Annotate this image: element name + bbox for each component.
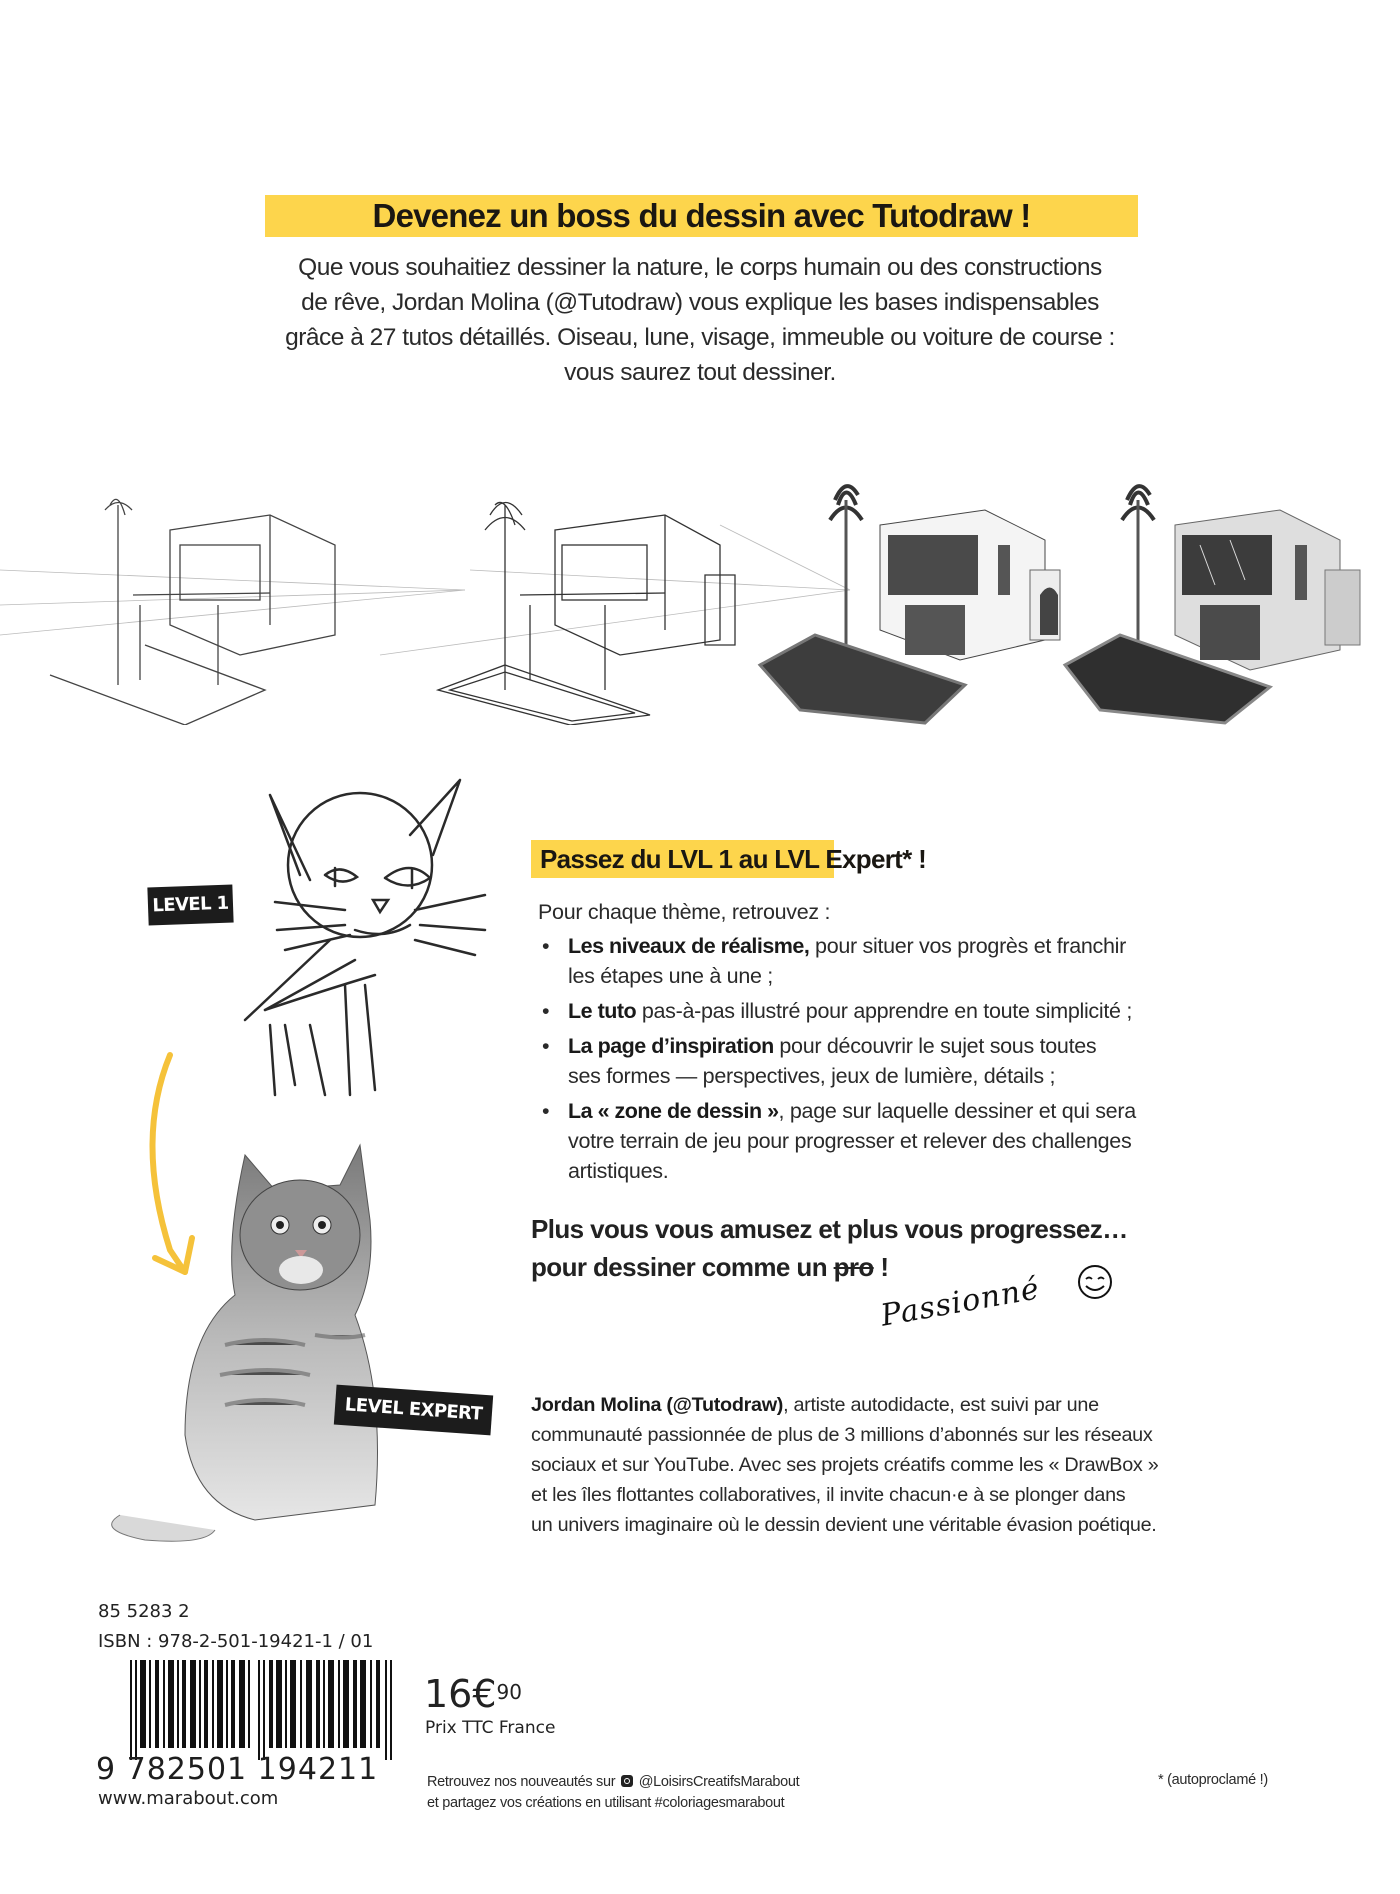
feature-item <box>538 931 1318 991</box>
feature-text: les étapes une à une ; <box>568 964 773 988</box>
feature-text: artistiques. <box>568 1159 669 1183</box>
website-link[interactable]: www.marabout.com <box>98 1788 279 1809</box>
footer-line1 <box>427 1772 799 1793</box>
price <box>424 1672 522 1716</box>
price-cents: 90 <box>496 1680 522 1704</box>
features-heading: Passez du LVL 1 au LVL Expert* ! <box>531 840 834 878</box>
intro-line: Que vous souhaitiez dessiner la nature, le corps humain ou des constructions <box>298 254 1102 281</box>
level1-cat-drawing <box>185 760 505 1100</box>
instagram-icon <box>621 1775 633 1787</box>
tagline-line2 <box>531 1248 1331 1286</box>
bullet: • <box>542 1034 550 1058</box>
footer-line2: et partagez vos créations en utilisant #coloriagesmarabout <box>427 1795 785 1811</box>
bio-line: sociaux et sur YouTube. Avec ses projets créatifs comme les « DrawBox » <box>531 1454 1159 1476</box>
feature-text: pour situer vos progrès et franchir <box>809 934 1126 958</box>
footnote: * (autoproclamé !) <box>1158 1772 1268 1788</box>
level-expert-tag: LEVEL EXPERT <box>334 1385 493 1436</box>
bio-line <box>531 1390 1331 1420</box>
intro-line: de rêve, Jordan Molina (@Tutodraw) vous explique les bases indispensables <box>301 289 1099 316</box>
handwritten-correction: Passionné <box>878 1271 1043 1334</box>
tagline-suffix: ! <box>873 1252 889 1282</box>
tagline <box>531 1210 1331 1286</box>
house-progression-illustration <box>0 475 1400 725</box>
barcode <box>130 1660 395 1760</box>
features-intro: Pour chaque thème, retrouvez : <box>538 900 831 924</box>
feature-text: , page sur laquelle dessiner et qui sera <box>778 1099 1136 1123</box>
author-bio <box>531 1390 1331 1540</box>
feature-item <box>538 996 1318 1026</box>
feature-text: pour découvrir le sujet sous toutes <box>773 1034 1097 1058</box>
feature-text: pas-à-pas illustré pour apprendre en toute simplicité ; <box>636 999 1133 1023</box>
feature-title: La « zone de dessin » <box>568 1099 779 1123</box>
house-final-4 <box>1065 486 1360 723</box>
house-sketch-1 <box>50 499 335 725</box>
bio-text: , artiste autodidacte, est suivi par une <box>783 1394 1099 1416</box>
author-name: Jordan Molina (@Tutodraw) <box>531 1394 784 1416</box>
feature-item <box>538 1031 1318 1091</box>
intro-paragraph <box>200 250 1200 390</box>
feature-title: Le tuto <box>568 999 637 1023</box>
smiley-icon <box>1075 1262 1115 1302</box>
feature-title: La page d’inspiration <box>568 1034 774 1058</box>
isbn: ISBN : 978-2-501-19421-1 / 01 <box>98 1631 374 1652</box>
price-main: 16€ <box>424 1672 497 1716</box>
house-sketch-2 <box>438 503 735 726</box>
main-heading: Devenez un boss du dessin avec Tutodraw ! <box>265 195 1138 237</box>
struck-word: pro <box>833 1252 874 1282</box>
feature-text: ses formes — perspectives, jeux de lumière, détails ; <box>568 1064 1056 1088</box>
level1-tag: LEVEL 1 <box>147 885 233 926</box>
feature-text: votre terrain de jeu pour progresser et relever des challenges <box>568 1129 1132 1153</box>
feature-item <box>538 1096 1318 1186</box>
social-footer <box>427 1772 799 1814</box>
product-code: 85 5283 2 <box>98 1601 190 1622</box>
feature-title: Les niveaux de réalisme, <box>568 934 810 958</box>
bullet: • <box>542 1099 550 1123</box>
bio-line: et les îles flottantes collaboratives, il invite chacun·e à se plonger dans <box>531 1484 1126 1506</box>
bullet: • <box>542 999 550 1023</box>
tagline-prefix: pour dessiner comme un <box>531 1252 834 1282</box>
bio-line: un univers imaginaire où le dessin devient une véritable évasion poétique. <box>531 1514 1157 1536</box>
footer-text: Retrouvez nos nouveautés sur <box>427 1774 619 1790</box>
expert-cat-drawing <box>85 1135 415 1555</box>
features-list-section <box>538 897 1318 1191</box>
tagline-line1: Plus vous vous amusez et plus vous progressez… <box>531 1214 1128 1244</box>
bullet: • <box>542 934 550 958</box>
barcode-digits: 9 782501 194211 <box>96 1752 379 1787</box>
intro-line: grâce à 27 tutos détaillés. Oiseau, lune, visage, immeuble ou voiture de course : <box>285 324 1115 351</box>
instagram-handle[interactable]: @LoisirsCreatifsMarabout <box>638 1774 800 1790</box>
bio-line: communauté passionnée de plus de 3 millions d’abonnés sur les réseaux <box>531 1424 1153 1446</box>
features-list <box>538 931 1318 1186</box>
intro-line: vous saurez tout dessiner. <box>564 359 836 386</box>
price-label: Prix TTC France <box>425 1718 556 1738</box>
house-shaded-3 <box>760 486 1060 723</box>
